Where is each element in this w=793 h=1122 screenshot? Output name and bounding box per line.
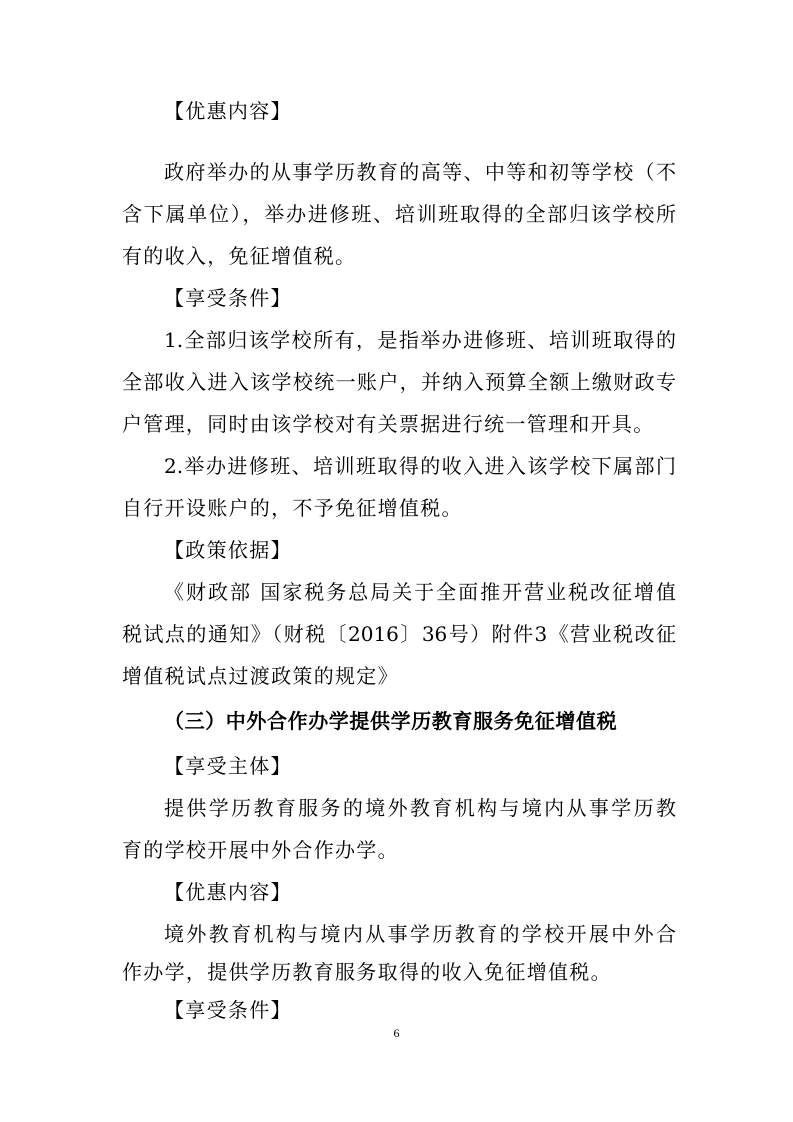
page-number: 6	[393, 1026, 400, 1040]
label-policy-basis: 【政策依据】	[164, 538, 292, 562]
paragraph-line: 育的学校开展中外合作办学。	[122, 838, 399, 862]
paragraph-line: 作办学，提供学历教育服务取得的收入免征增值税。	[122, 960, 612, 984]
paragraph-line: 《财政部 国家税务总局关于全面推开营业税改征增值	[164, 580, 676, 604]
paragraph-line: 1.全部归该学校所有，是指举办进修班、培训班取得的	[164, 328, 676, 352]
paragraph-line: 户管理，同时由该学校对有关票据进行统一管理和开具。	[122, 412, 655, 436]
label-preferential-content: 【优惠内容】	[164, 99, 292, 123]
paragraph-line: 2.举办进修班、培训班取得的收入进入该学校下属部门	[164, 454, 676, 478]
paragraph-line: 全部收入进入该学校统一账户，并纳入预算全额上缴财政专	[122, 370, 676, 394]
paragraph-line: 增值税试点过渡政策的规定》	[122, 664, 399, 688]
label-beneficiary: 【享受主体】	[164, 754, 292, 778]
paragraph-line: 提供学历教育服务的境外教育机构与境内从事学历教	[164, 796, 676, 820]
section-heading: （三）中外合作办学提供学历教育服务免征增值税	[164, 709, 618, 733]
label-conditions: 【享受条件】	[164, 998, 292, 1022]
label-preferential-content: 【优惠内容】	[164, 880, 292, 904]
paragraph-line: 有的收入，免征增值税。	[122, 244, 357, 268]
paragraph-line: 境外教育机构与境内从事学历教育的学校开展中外合	[164, 922, 676, 946]
paragraph-line: 税试点的通知》（财税〔2016〕36号）附件3《营业税改征	[122, 622, 676, 646]
paragraph-line: 含下属单位），举办进修班、培训班取得的全部归该学校所	[122, 202, 676, 226]
paragraph-line: 政府举办的从事学历教育的高等、中等和初等学校（不	[164, 160, 676, 184]
paragraph-line: 自行开设账户的，不予免征增值税。	[122, 496, 463, 520]
label-conditions: 【享受条件】	[164, 286, 292, 310]
